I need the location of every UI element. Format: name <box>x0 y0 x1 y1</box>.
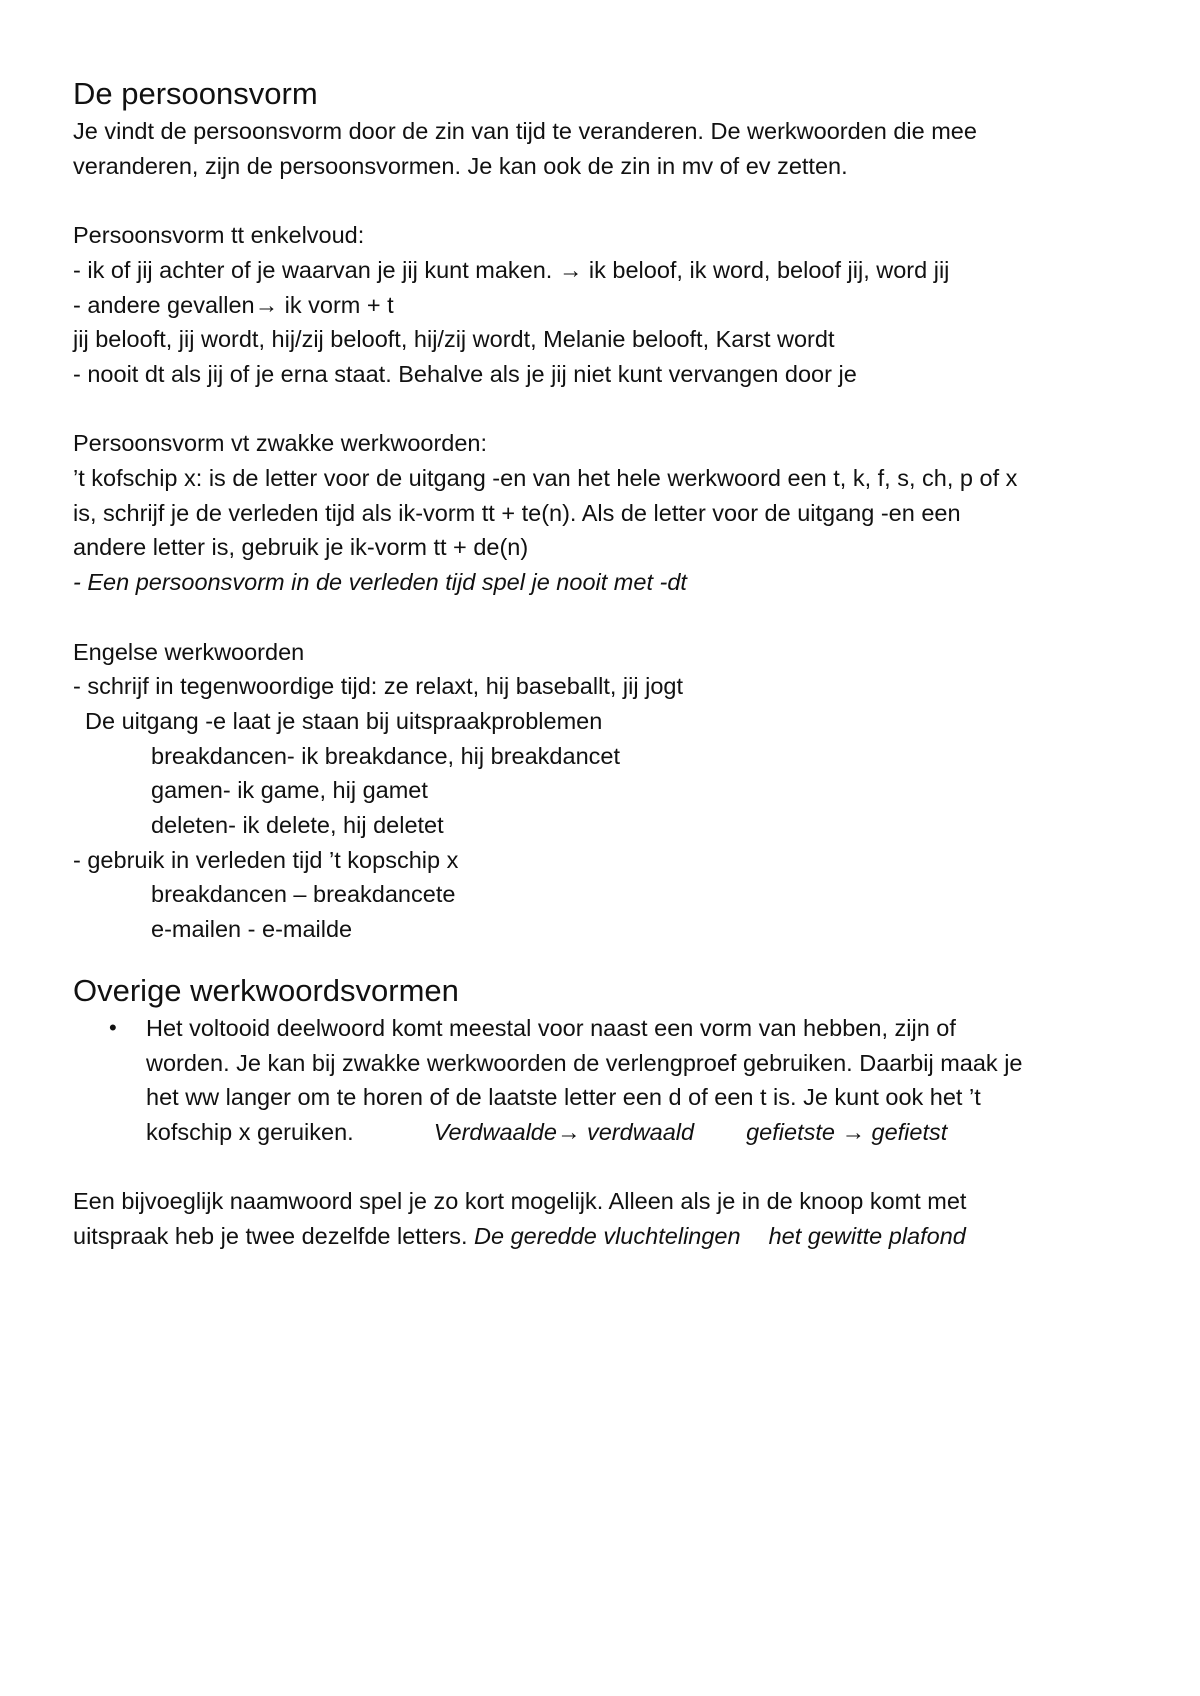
tt-rule-2 <box>73 288 1133 323</box>
english-heading: Engelse werkwoorden <box>73 638 305 665</box>
bullet-line-2: worden. Je kan bij zwakke werkwoorden de verlengproef gebruiken. Daarbij maak je <box>146 1049 1023 1076</box>
bullet-line-4 <box>146 1115 1133 1150</box>
example-gefietste: gefietste <box>746 1118 842 1145</box>
bullet-icon: • <box>109 1014 117 1040</box>
bullet-line-1: Het voltooid deelwoord komt meestal voor naast een vorm van hebben, zijn of <box>146 1014 956 1041</box>
tt-rule-2-text-a: - andere gevallen <box>73 291 255 318</box>
tt-rule-3: - nooit dt als jij of je erna staat. Behalve als je jij niet kunt vervangen door je <box>73 360 857 387</box>
intro-line-1: Je vindt de persoonsvorm door de zin van tijd te veranderen. De werkwoorden die mee <box>73 118 977 144</box>
adjective-line-1: Een bijvoeglijk naamwoord spel je zo kort mogelijk. Alleen als je in de knoop komt met <box>73 1188 967 1215</box>
example-verdwaald: verdwaald <box>580 1118 695 1145</box>
bullet-line-3: het ww langer om te horen of de laatste letter een d of een t is. Je kunt ook het ’t <box>146 1084 981 1111</box>
heading-overige-werkwoordsvormen: Overige werkwoordsvormen <box>73 972 459 1008</box>
document-page <box>73 74 1133 1254</box>
intro-line-2: veranderen, zijn de persoonsvormen. Je kan ook de zin in mv of ev zetten. <box>73 152 848 179</box>
english-example-3: deleten- ik delete, hij deletet <box>151 812 444 839</box>
tt-rule-2-text-b: ik vorm + t <box>278 291 394 318</box>
tt-rule-1-text-a: - ik of jij achter of je waarvan je jij kunt maken. <box>73 256 559 283</box>
english-example-1: breakdancen- ik breakdance, hij breakdancet <box>151 742 620 769</box>
arrow-icon: → <box>841 1118 865 1145</box>
tt-examples: jij belooft, jij wordt, hij/zij belooft, hij/zij wordt, Melanie belooft, Karst wordt <box>73 326 835 353</box>
example-verdwaalde: Verdwaalde <box>433 1118 557 1145</box>
blank-line <box>73 183 1133 218</box>
english-line-3: - gebruik in verleden tijd ’t kopschip x <box>73 846 459 873</box>
heading-persoonsvorm: De persoonsvorm <box>73 76 318 111</box>
adjective-line-2 <box>73 1219 1133 1254</box>
example-geredde-vluchtelingen: De geredde vluchtelingen <box>474 1223 741 1250</box>
tt-heading: Persoonsvorm tt enkelvoud: <box>73 222 365 249</box>
example-gefietst: gefietst <box>864 1118 948 1145</box>
adjective-line-2-text: uitspraak heb je twee dezelfde letters. <box>73 1223 475 1250</box>
bullet-line-4-text: kofschip x geruiken. <box>146 1118 354 1145</box>
english-example-4: breakdancen – breakdancete <box>151 881 456 908</box>
blank-line <box>73 600 1133 635</box>
arrow-icon: → <box>254 291 279 318</box>
example-gewitte-plafond: het gewitte plafond <box>768 1223 966 1250</box>
tt-rule-1-text-b: ik beloof, ik word, beloof jij, word jij <box>582 256 950 283</box>
arrow-icon: → <box>558 256 583 283</box>
vt-line-1: ’t kofschip x: is de letter voor de uitgang -en van het hele werkwoord een t, k, f, s, ch, p of x <box>73 465 1018 491</box>
tt-rule-1 <box>73 253 1133 288</box>
vt-line-2: is, schrijf je de verleden tijd als ik-vorm tt + te(n). Als de letter voor de uitgang -en een <box>73 499 961 526</box>
arrow-icon: → <box>556 1118 581 1145</box>
vt-line-3: andere letter is, gebruik je ik-vorm tt + de(n) <box>73 534 529 561</box>
blank-line <box>73 392 1133 427</box>
english-example-2: gamen- ik game, hij gamet <box>151 777 428 804</box>
bullet-item-voltooid-deelwoord <box>73 1011 1133 1150</box>
blank-line <box>73 1150 1133 1185</box>
english-line-1: - schrijf in tegenwoordige tijd: ze relaxt, hij baseballt, jij jogt <box>73 673 683 700</box>
english-line-2: De uitgang -e laat je staan bij uitspraakproblemen <box>85 707 603 734</box>
vt-heading: Persoonsvorm vt zwakke werkwoorden: <box>73 430 488 457</box>
vt-italic-rule: - Een persoonsvorm in de verleden tijd spel je nooit met -dt <box>73 569 687 596</box>
english-example-5: e-mailen - e-mailde <box>151 916 353 943</box>
